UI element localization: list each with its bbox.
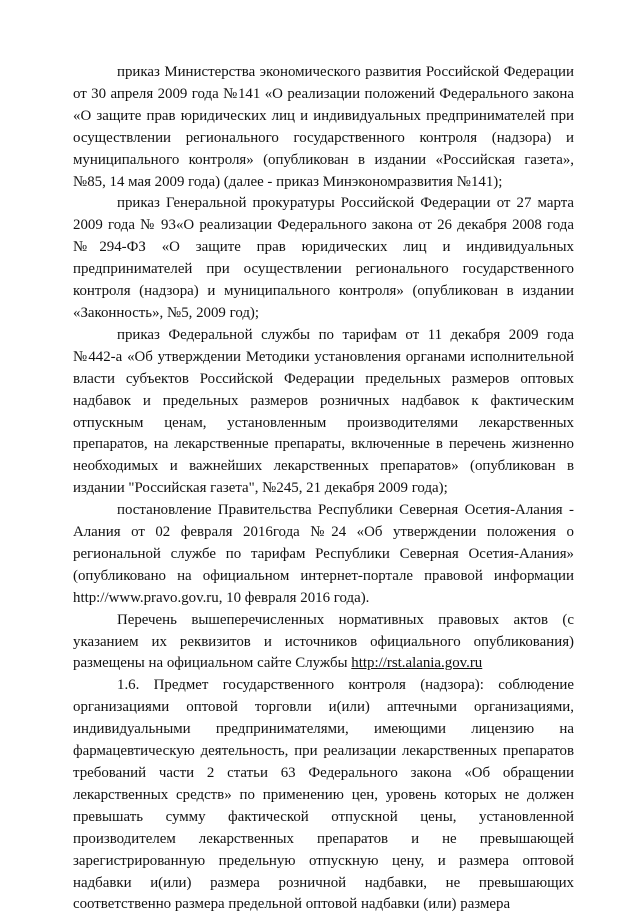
- paragraph-order-fst: приказ Федеральной службы по тарифам от 11 декабря 2009 года №442-а «Об утверждении Методики установления органами исполнительной власти субъектов Российской Федерации предельных размеров оптовых надбавок и предельных размеров розничных надбавок к фактическим отпускным ценам, установленным производителями лекарственных препаратов, на лекарственные препараты, включенные в перечень жизненно необходимых и важнейших лекарственных препаратов» (опубликован в издании "Российская газета", №245, 21 декабря 2009 года);: [73, 326, 574, 497]
- acts-list-text: Перечень вышеперечисленных нормативных правовых актов (с указанием их реквизитов и источников официального опубликования) размещены на официальном сайте Службы: [73, 611, 574, 672]
- paragraph-acts-list: [73, 610, 574, 676]
- paragraph-government-resolution: постановление Правительства Республики Северная Осетия-Алания - Алания от 02 февраля 2016года №24 «Об утверждении положения о региональной службе по тарифам Республики Северная Осетия-Алания» (опубликовано на официальном интернет-портале правовой информации http://www.pravo.gov.ru, 10 февраля 2016 года).: [73, 502, 574, 606]
- paragraph-order-minekonomrazvitiya: приказ Министерства экономического развития Российской Федерации от 30 апреля 2009 года №141 «О реализации положений Федерального закона «О защите прав юридических лиц и индивидуальных предпринимателей при осуществлении регионального государственного контроля (надзора) и муниципального контроля» (опубликован в издании «Российская газета», №85, 14 мая 2009 года) (далее - приказ Минэкономразвития №141);: [73, 64, 574, 190]
- service-website-link[interactable]: http://rst.alania.gov.ru: [351, 655, 483, 672]
- paragraph-control-subject: 1.6. Предмет государственного контроля (надзора): соблюдение организациями оптовой торговли и(или) аптечными организациями, индивидуальными предпринимателями, имеющими лицензию на фармацевтическую деятельность, при реализации лекарственных препаратов требований части 2 статьи 63 Федерального закона «Об обращении лекарственных средств» по применению цен, уровень которых не должен превышать сумму фактической отпускной цены, установленной производителем лекарственных препаратов и не превышающей зарегистрированную предельную отпускную цену, и размера оптовой надбавки и(или) размера розничной надбавки, не превышающих соответственно размера предельной оптовой надбавки (или) размера: [73, 677, 574, 913]
- paragraph-order-prosecutor-general: приказ Генеральной прокуратуры Российской Федерации от 27 марта 2009 года № 93«О реализации Федерального закона от 26 декабря 2008 года №294-ФЗ «О защите прав юридических лиц и индивидуальных предпринимателей при осуществлении регионального государственного контроля (надзора) и муниципального контроля» (опубликован в издании «Законность», №5, 2009 год);: [73, 195, 574, 321]
